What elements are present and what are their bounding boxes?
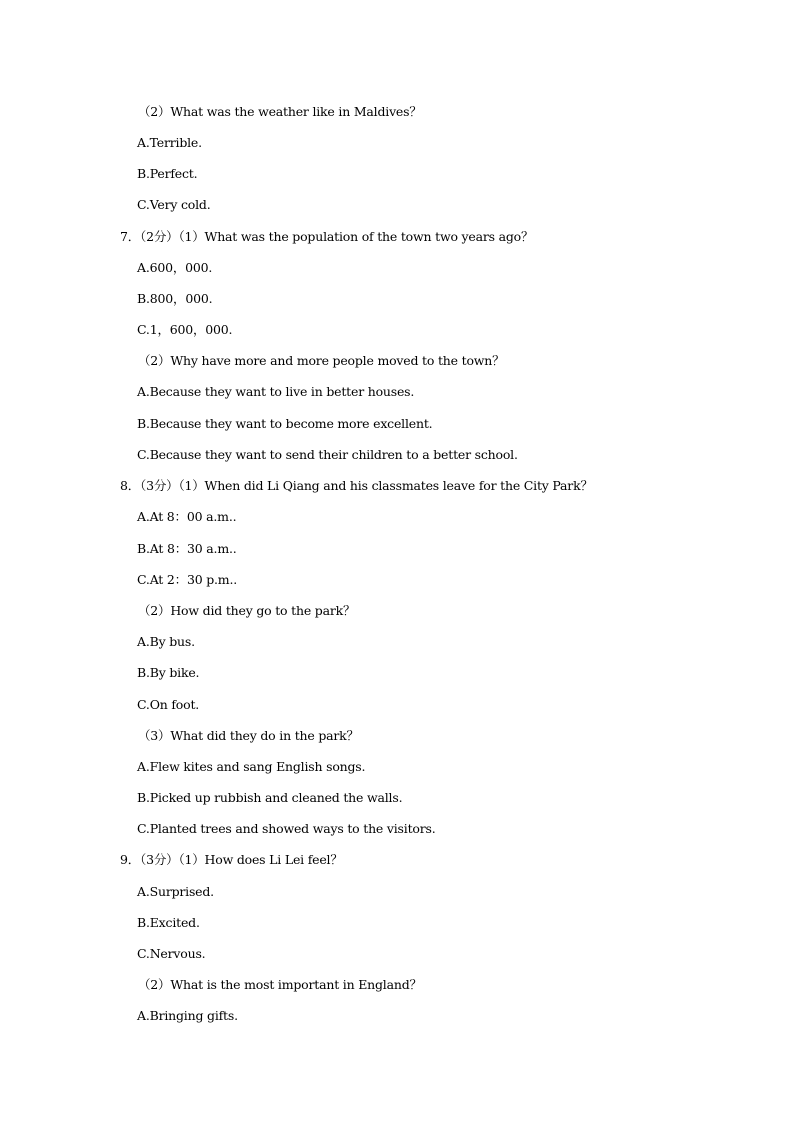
question-line: 8．（3分）（1）When did Li Qiang and his classmates leave for the City Park？ [120, 478, 593, 493]
option-line: A.Surprised. [137, 884, 214, 899]
sub-question-line: （2）How did they go to the park？ [138, 603, 356, 618]
option-line: B.Excited. [137, 915, 200, 930]
option-line: A.Flew kites and sang English songs. [137, 759, 366, 774]
option-line: A.Bringing gifts. [137, 1008, 238, 1023]
question-line: 9．（3分）（1）How does Li Lei feel？ [120, 852, 343, 867]
option-line: C.At 2：30 p.m.. [137, 572, 238, 587]
question-line: 7．（2分）（1）What was the population of the town two years ago？ [120, 229, 534, 244]
option-line: A.600，000. [137, 260, 213, 275]
option-line: B.Picked up rubbish and cleaned the walls. [137, 790, 403, 805]
option-line: B.At 8：30 a.m.. [137, 541, 237, 556]
option-line: A.Terrible. [137, 135, 202, 150]
sub-question-line: （2）What was the weather like in Maldives？ [138, 104, 422, 119]
sub-question-line: （2）Why have more and more people moved to the town？ [138, 353, 505, 368]
option-line: A.Because they want to live in better houses. [137, 384, 415, 399]
option-line: C.Planted trees and showed ways to the visitors. [137, 821, 436, 836]
option-line: C.1，600，000. [137, 322, 233, 337]
option-line: A.By bus. [137, 634, 195, 649]
option-line: C.Nervous. [137, 946, 206, 961]
option-line: C.Because they want to send their children to a better school. [137, 447, 518, 462]
option-line: B.By bike. [137, 665, 200, 680]
option-line: B.800，000. [137, 291, 213, 306]
option-line: B.Because they want to become more excellent. [137, 416, 433, 431]
option-line: A.At 8：00 a.m.. [137, 509, 237, 524]
option-line: B.Perfect. [137, 166, 198, 181]
option-line: C.Very cold. [137, 197, 211, 212]
sub-question-line: （3）What did they do in the park？ [138, 728, 359, 743]
option-line: C.On foot. [137, 697, 200, 712]
sub-question-line: （2）What is the most important in England？ [138, 977, 422, 992]
